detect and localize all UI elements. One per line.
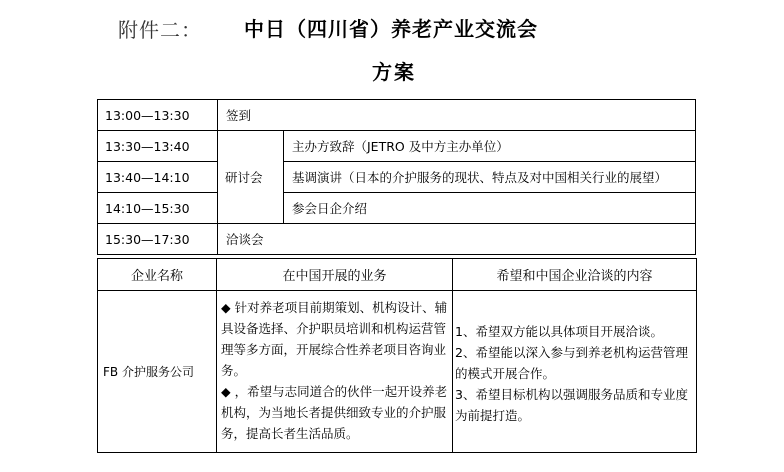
schedule-row — [98, 224, 696, 255]
wish-item: 2、希望能以深入参与到养老机构运营管理的模式开展合作。 — [455, 345, 688, 381]
schedule-row — [98, 162, 696, 193]
business-paragraph: ◆ ，希望与志同道合的伙伴一起开设养老机构，为当地长者提供细致专业的介护服务，提高长者生活品质。 — [221, 384, 448, 441]
schedule-category: 研讨会 — [218, 131, 284, 224]
schedule-time: 13:40—14:10 — [98, 162, 218, 193]
schedule-time: 14:10—15:30 — [98, 193, 218, 224]
company-row — [98, 291, 697, 453]
schedule-item: 主办方致辞（JETRO 及中方主办单位） — [284, 131, 696, 162]
schedule-row — [98, 193, 696, 224]
schedule-time: 13:30—13:40 — [98, 131, 218, 162]
attachment-label: 附件二： — [118, 18, 202, 42]
document-subtitle: 方案 — [372, 60, 416, 84]
document-title: 中日（四川省）养老产业交流会 — [244, 17, 538, 41]
company-table-header — [98, 259, 697, 291]
wish-item: 1、希望双方能以具体项目开展洽谈。 — [455, 324, 663, 339]
schedule-row — [98, 131, 696, 162]
company-business — [217, 291, 453, 453]
header-wishes: 希望和中国企业洽谈的内容 — [453, 259, 697, 291]
schedule-item: 洽谈会 — [218, 224, 696, 255]
schedule-item: 基调演讲（日本的介护服务的现状、特点及对中国相关行业的展望） — [284, 162, 696, 193]
schedule-item: 参会日企介绍 — [284, 193, 696, 224]
company-name: FB 介护服务公司 — [98, 291, 217, 453]
company-table — [97, 258, 697, 453]
company-wishes — [453, 291, 697, 453]
business-paragraph: ◆ 针对养老项目前期策划、机构设计、辅具设备选择、介护职员培训和机构运营管理等多方面，开展综合性养老项目咨询业务。 — [221, 300, 448, 378]
schedule-item: 签到 — [218, 100, 696, 131]
header-business: 在中国开展的业务 — [217, 259, 453, 291]
schedule-row — [98, 100, 696, 131]
wish-item: 3、希望目标机构以强调服务品质和专业度为前提打造。 — [455, 387, 688, 423]
header-company-name: 企业名称 — [98, 259, 217, 291]
schedule-time: 15:30—17:30 — [98, 224, 218, 255]
schedule-time: 13:00—13:30 — [98, 100, 218, 131]
schedule-table — [97, 99, 696, 255]
